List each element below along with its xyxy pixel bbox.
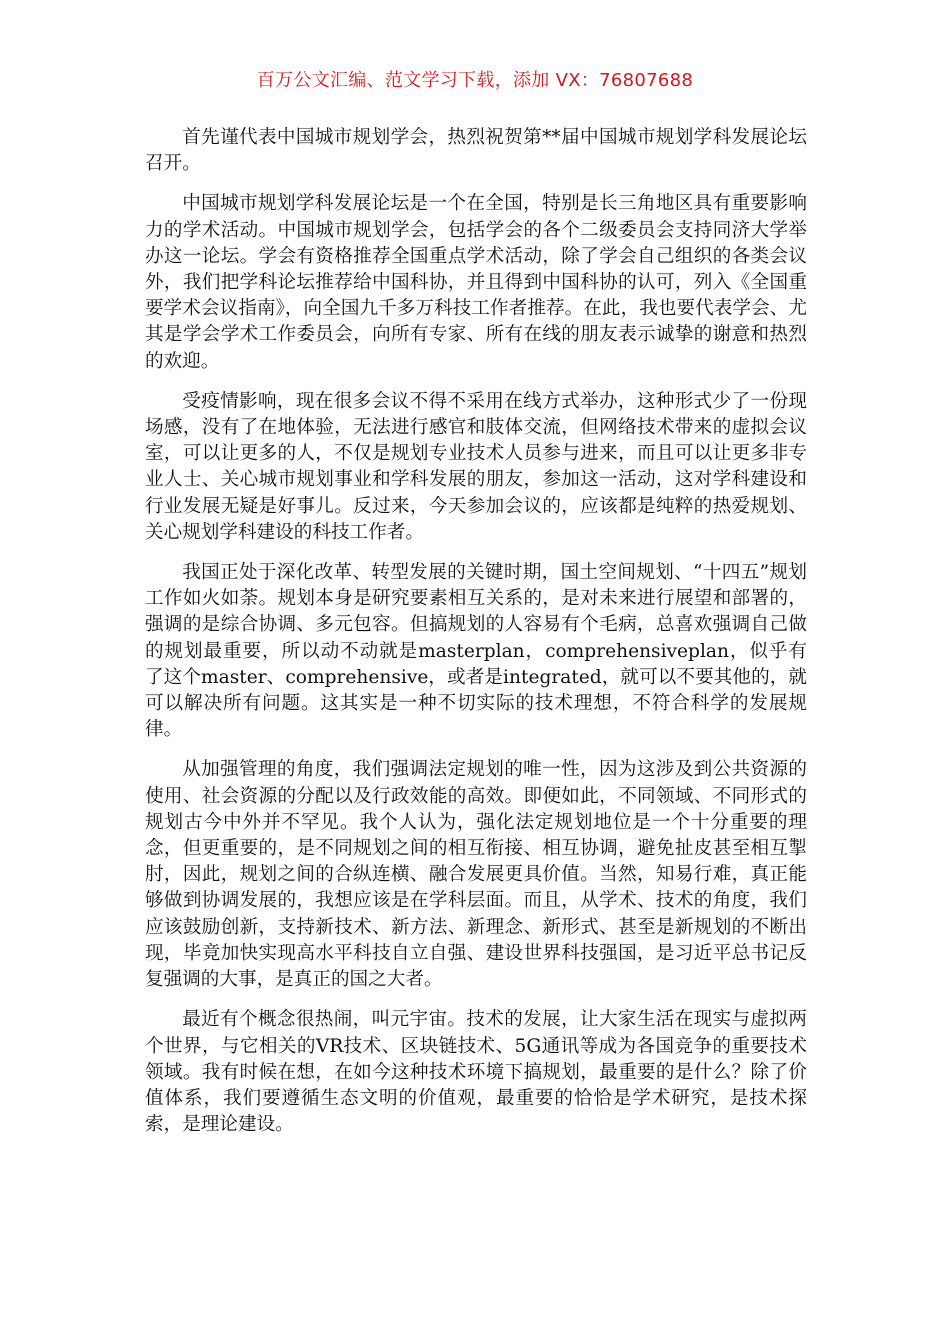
paragraph-6: 最近有个概念很热闹，叫元宇宙。技术的发展，让大家生活在现实与虚拟两个世界，与它相关的VR技术、区块链技术、5G通讯等成为各国竞争的重要技术领域。我有时候在想，在如今这种技术环境下搞规划，最重要的是什么？除了价值体系，我们要遵循生态文明的价值观，最重要的恰恰是学术研究，是技术探索，是理论建设。 <box>145 1009 807 1136</box>
paragraph-1: 首先谨代表中国城市规划学会，热烈祝贺第**届中国城市规划学科发展论坛召开。 <box>145 127 807 175</box>
watermark-header: 百万公文汇编、范文学习下载，添加 VX：76807688 <box>256 70 694 91</box>
paragraph-2: 中国城市规划学科发展论坛是一个在全国，特别是长三角地区具有重要影响力的学术活动。中国城市规划学会，包括学会的各个二级委员会支持同济大学举办这一论坛。学会有资格推荐全国重点学术活动，除了学会自己组织的各类会议外，我们把学科论坛推荐给中国科协，并且得到中国科协的认可，列入《全国重要学术会议指南》，向全国九千多万科技工作者推荐。在此，我也要代表学会、尤其是学会学术工作委员会，向所有专家、所有在线的朋友表示诚挚的谢意和热烈的欢迎。 <box>145 193 807 372</box>
document-body <box>145 125 807 1152</box>
paragraph-5: 从加强管理的角度，我们强调法定规划的唯一性，因为这涉及到公共资源的使用、社会资源的分配以及行政效能的高效。即便如此，不同领域、不同形式的规划古今中外并不罕见。我个人认为，强化法定规划地位是一个十分重要的理念，但更重要的，是不同规划之间的相互衔接、相互协调，避免扯皮甚至相互掣肘，因此，规划之间的合纵连横、融合发展更具价值。当然，知易行难，真正能够做到协调发展的，我想应该是在学科层面。而且，从学术、技术的角度，我们应该鼓励创新，支持新技术、新方法、新理念、新形式、甚至是新规划的不断出现，毕竟加快实现高水平科技自立自强、建设世界科技强国，是习近平总书记反复强调的大事，是真正的国之大者。 <box>145 759 807 991</box>
paragraph-3: 受疫情影响，现在很多会议不得不采用在线方式举办，这种形式少了一份现场感，没有了在地体验，无法进行感官和肢体交流，但网络技术带来的虚拟会议室，可以让更多的人，不仅是规划专业技术人员参与进来，而且可以让更多非专业人士、关心城市规划事业和学科发展的朋友，参加这一活动，这对学科建设和行业发展无疑是好事儿。反过来，今天参加会议的，应该都是纯粹的热爱规划、关心规划学科建设的科技工作者。 <box>145 390 807 543</box>
paragraph-4: 我国正处于深化改革、转型发展的关键时期，国土空间规划、“十四五”规划工作如火如荼。规划本身是研究要素相互关系的，是对未来进行展望和部署的，强调的是综合协调、多元包容。但搞规划的人容易有个毛病，总喜欢强调自己做的规划最重要，所以动不动就是masterplan，comprehensiveplan，似乎有了这个master、comprehensive，或者是integrated，就可以不要其他的，就可以解决所有问题。这其实是一种不切实际的技术理想，不符合科学的发展规律。 <box>145 562 807 741</box>
